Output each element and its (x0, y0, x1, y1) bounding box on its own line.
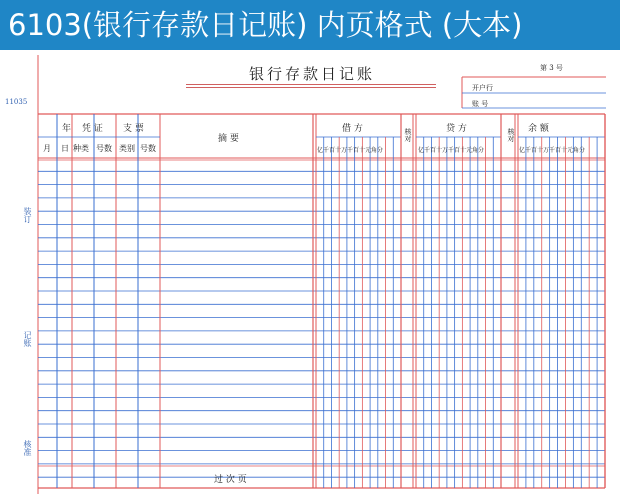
footer-carry-forward: 过 次 页 (214, 475, 247, 485)
header-voucher-no: 号数 (96, 144, 112, 153)
header-mark-2: 核对 (507, 128, 515, 142)
header-day: 日 (61, 144, 69, 153)
header-debit: 借 方 (342, 124, 363, 134)
margin-label-approve: 核准 (23, 440, 32, 456)
header-month: 月 (43, 144, 51, 153)
debit-digit-header: 亿千百十万千百十元角分 (317, 147, 384, 154)
header-summary: 摘 要 (218, 134, 239, 144)
header-check: 支 票 (123, 124, 144, 134)
header-check-no: 号数 (140, 144, 156, 153)
margin-label-bind: 装订 (23, 207, 32, 223)
title-underline-2 (186, 87, 436, 88)
title-underline (186, 84, 436, 85)
banner-title: 6103(银行存款日记账) 内页格式 (大本) (0, 0, 620, 50)
bank-label: 开户行 (472, 84, 493, 92)
header-year: 年 (62, 124, 72, 134)
header-voucher: 凭 证 (82, 124, 103, 134)
balance-digit-header: 亿千百十万千百十元角分 (519, 147, 586, 154)
page-number: 第 3 号 (540, 64, 563, 72)
ledger-title: 银行存款日记账 (248, 65, 375, 83)
account-label: 账 号 (472, 100, 489, 108)
header-mark-1: 核对 (404, 128, 412, 142)
margin-label-post: 记账 (23, 331, 32, 347)
header-check-type: 类别 (119, 144, 135, 153)
header-credit: 贷 方 (446, 124, 467, 134)
header-balance: 余 额 (528, 124, 549, 134)
form-code: 11035 (5, 98, 28, 106)
header-voucher-type: 种类 (73, 144, 89, 153)
credit-digit-header: 亿千百十万千百十元角分 (418, 147, 485, 154)
